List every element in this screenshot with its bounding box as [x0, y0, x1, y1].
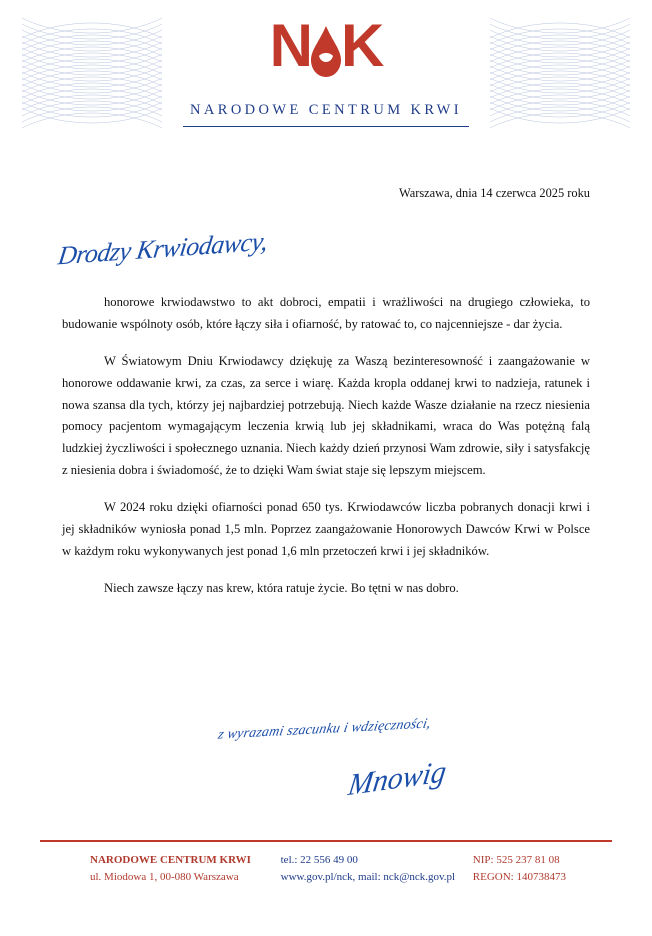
paragraph: W 2024 roku dzięki ofiarności ponad 650 tys. Krwiodawców liczba pobranych donacji krwi i jej składników wyniosła ponad 1,5 mln. Poprzez zaangażowanie Honorowych Dawców Krwi w Polsce w każdym roku wykonywanych jest ponad 1,6 mln przetoczeń krwi i jej składników.	[62, 500, 590, 558]
footer-web-mail[interactable]: www.gov.pl/nck, mail: nck@nck.gov.pl	[280, 871, 456, 884]
place-and-date: Warszawa, dnia 14 czerwca 2025 roku	[399, 186, 590, 200]
letterhead-divider	[183, 126, 469, 127]
footer-divider	[40, 840, 612, 842]
footer-contact	[269, 852, 456, 886]
letter-body	[62, 292, 590, 600]
paragraph: W Światowym Dniu Krwiodawcy dziękuję za Waszą bezinteresowność i zaangażowanie w honorowe oddawanie krwi, za czas, za serce i wiarę. Każda kropla oddanej krwi to nadzieja, ratunek i nowa szansa dla tych, którzy jej najbardziej potrzebują. Niech każde Wasze działanie na rzecz niesienia pomocy pacjentom wymagającym leczenia krwią lub jej składnikami, wraca do Was potężną falą ludzkiej życzliwości i społecznego uznania. Niech każdy dzień przynosi Wam zdrowie, siły i satysfakcję z niesienia dobra i świadomość, że to dzięki Wam świat staje się lepszym miejscem.	[62, 354, 590, 477]
footer	[40, 852, 612, 886]
organization-name: NARODOWE CENTRUM KRWI	[190, 102, 462, 118]
footer-phone: tel.: 22 556 49 00	[280, 854, 358, 866]
footer-address	[40, 852, 251, 886]
footer-address-line: ul. Miodowa 1, 00-080 Warszawa	[90, 871, 239, 884]
footer-org-name: NARODOWE CENTRUM KRWI	[90, 854, 251, 866]
salutation-handwritten: Drodzy Krwiodawcy,	[56, 226, 270, 271]
paragraph: honorowe krwiodawstwo to akt dobroci, empatii i wrażliwości na drugiego człowieka, to budowanie wspólnoty osób, które łączy siła i ofiarność, by ratować to, co najcenniejsze - dar życia.	[62, 295, 590, 331]
footer-regon: REGON: 140738473	[472, 871, 566, 884]
closing-handwritten: z wyrazami szacunku i wdzięczności,	[216, 716, 433, 743]
logo-text-before: N	[269, 12, 311, 79]
logo-text-after: K	[341, 12, 383, 79]
footer-nip: NIP: 525 237 81 08	[472, 854, 560, 866]
signature-handwritten: Mnowig	[346, 754, 449, 803]
nck-logo	[269, 12, 383, 79]
footer-identifiers	[473, 852, 612, 886]
paragraph: Niech zawsze łączy nas krew, która ratuje życie. Bo tętni w nas dobro.	[104, 581, 459, 596]
letterhead	[0, 12, 652, 127]
